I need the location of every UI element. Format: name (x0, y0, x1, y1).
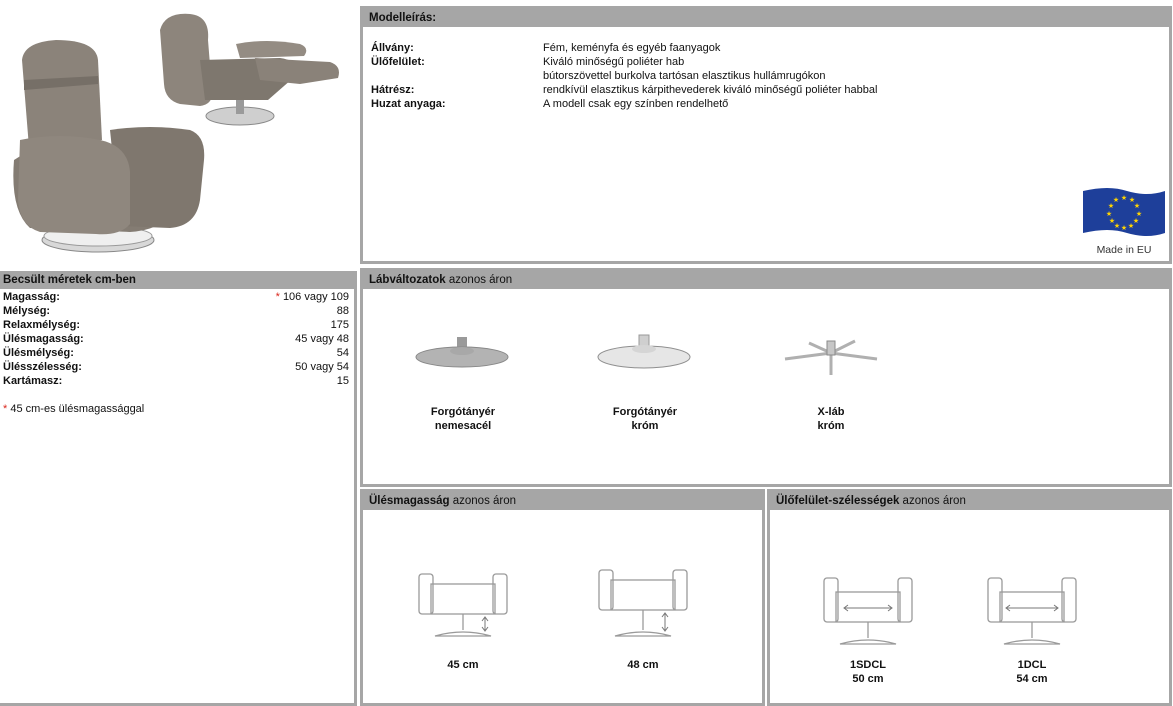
seat-height-title (363, 492, 762, 510)
desc-label: Állvány: (371, 42, 414, 54)
seat-width-title (770, 492, 1169, 510)
seat-width-size: 54 cm (1016, 673, 1048, 685)
dim-row-seat-depth (0, 346, 349, 360)
seat-height-title-bold: Ülésmagasság (369, 495, 450, 507)
seat-width-title-rest: azonos áron (899, 495, 966, 507)
dimensions-title: Becsült méretek cm-ben (0, 271, 354, 289)
dim-label: Relaxmélység: (3, 319, 81, 331)
leg-caption-line2: nemesacél (434, 420, 492, 432)
leg-caption-line1: Forgótányér (430, 406, 496, 418)
seat-width-caption-1 (808, 658, 928, 686)
svg-text:★: ★ (1120, 224, 1128, 232)
leg-caption-3 (771, 405, 891, 433)
made-in-eu-label: Made in EU (1096, 244, 1152, 256)
leg-caption-line2: króm (631, 420, 659, 432)
product-photo (0, 0, 355, 265)
desc-label: Hátrész: (371, 84, 415, 96)
svg-text:★: ★ (1127, 222, 1135, 230)
dim-row-armrest (0, 374, 349, 388)
desc-value: rendkívül elasztikus kárpithevederek kiváló minőségű poliéter habbal (543, 84, 878, 96)
seat-height-45-diagram (415, 568, 511, 640)
swivel-plate-steel-image (413, 333, 513, 373)
desc-value: Kiváló minőségű poliéter hab (543, 56, 685, 68)
svg-text:★: ★ (1108, 217, 1116, 225)
desc-value: Fém, keményfa és egyéb faanyagok (543, 42, 721, 54)
leg-caption-1 (403, 405, 523, 433)
dim-value: 175 (330, 319, 349, 331)
dimensions-panel (0, 271, 357, 706)
leg-caption-line1: Forgótányér (612, 406, 678, 418)
svg-text:★: ★ (1112, 196, 1120, 204)
seat-width-code: 1DCL (1017, 659, 1047, 671)
leg-variants-title-rest: azonos áron (445, 274, 513, 286)
dim-value: 15 (336, 375, 349, 387)
seat-width-54-diagram (984, 574, 1080, 646)
dim-label: Ülésmagasság: (3, 333, 84, 345)
seat-width-title-bold: Ülőfelület-szélességek (776, 495, 900, 507)
svg-text:★: ★ (1105, 210, 1113, 218)
leg-caption-line2: króm (817, 420, 845, 432)
svg-text:★: ★ (1120, 194, 1128, 202)
seat-width-caption-2 (972, 658, 1092, 686)
dim-value: 88 (336, 305, 349, 317)
recliner-chair-image (0, 0, 355, 265)
dim-label: Ülésmélység: (3, 347, 74, 359)
seat-width-50-diagram (820, 574, 916, 646)
seat-height-panel (360, 489, 765, 706)
dim-row-height (0, 290, 349, 304)
seat-height-title-rest: azonos áron (449, 495, 517, 507)
leg-variants-title-bold: Lábváltozatok (369, 274, 446, 286)
seat-height-caption-45: 45 cm (447, 659, 479, 671)
dim-value: 106 vagy 109 (282, 291, 349, 303)
seat-width-panel (767, 489, 1172, 706)
model-description-title: Modelleírás: (363, 9, 1169, 27)
leg-variants-panel (360, 268, 1172, 487)
svg-text:★: ★ (1113, 222, 1121, 230)
dim-row-relax-depth (0, 318, 349, 332)
swivel-plate-chrome-image (595, 331, 695, 373)
svg-text:★: ★ (1128, 196, 1136, 204)
dim-star: * (275, 291, 280, 303)
dim-value: 45 vagy 48 (295, 333, 349, 345)
svg-text:★: ★ (1107, 202, 1115, 210)
dim-label: Kartámasz: (3, 375, 63, 387)
desc-value: A modell csak egy színben rendelhető (543, 98, 729, 110)
dim-label: Mélység: (3, 305, 51, 317)
dim-label: Ülésszélesség: (3, 361, 82, 373)
dim-row-depth (0, 304, 349, 318)
x-leg-chrome-image (779, 337, 883, 381)
svg-text:★: ★ (1132, 217, 1140, 225)
dim-row-seat-height (0, 332, 349, 346)
dim-value: 54 (336, 347, 349, 359)
desc-label: Huzat anyaga: (371, 98, 446, 110)
dimensions-footnote (3, 402, 144, 416)
dim-label: Magasság: (3, 291, 60, 303)
seat-height-caption-48: 48 cm (627, 659, 659, 671)
footnote-star: * (3, 403, 8, 415)
footnote-text: 45 cm-es ülésmagassággal (10, 403, 145, 415)
model-description-panel (360, 6, 1172, 264)
leg-caption-2 (585, 405, 705, 433)
dim-row-seat-width (0, 360, 349, 374)
leg-caption-line1: X-láb (817, 406, 845, 418)
svg-text:★: ★ (1135, 210, 1143, 218)
seat-width-code: 1SDCL (849, 659, 887, 671)
eu-flag-icon (1079, 185, 1169, 241)
seat-height-48-diagram (595, 564, 691, 640)
dim-value: 50 vagy 54 (295, 361, 349, 373)
dim-value-wrap (276, 290, 349, 304)
made-in-eu-badge (1079, 185, 1169, 257)
desc-label: Ülőfelület: (371, 56, 425, 68)
desc-value: bútorszövettel burkolva tartósan elasztikus hullámrugókon (543, 70, 826, 82)
leg-variants-title (363, 271, 1169, 289)
seat-width-size: 50 cm (852, 673, 884, 685)
svg-text:★: ★ (1133, 202, 1141, 210)
